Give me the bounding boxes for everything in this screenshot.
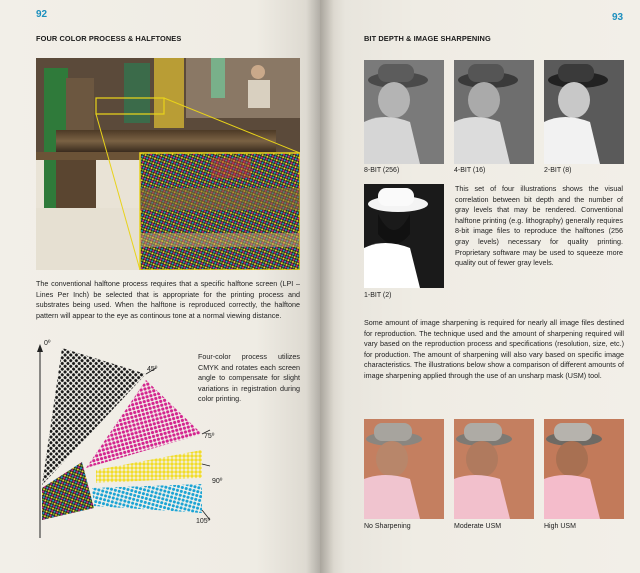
screen-angle-fan-diagram	[34, 338, 214, 538]
cmyk-side-text: Four-color process utilizes CMYK and rotates each screen angle to compensate for slight variations in registration during color printing.	[198, 352, 300, 404]
no-sharpening-photo	[364, 419, 444, 519]
halftone-paragraph: The conventional halftone process requires that a specific halftone screen (LPI – Lines Per Inch) be selected that is appropriate for the printing process and substrates being used. When the halftone is reproduced correctly, the halftone pattern will appear to the eye as continous tone at a normal viewing distance.	[36, 279, 300, 320]
angle-label-45: 45º	[147, 366, 158, 373]
bit-2-caption: 2-BIT (8)	[544, 167, 572, 174]
angle-label-75: 75º	[204, 433, 215, 440]
fan-axis-arrow	[37, 344, 43, 352]
left-page-heading: FOUR COLOR PROCESS & HALFTONES	[36, 34, 182, 43]
halftone-chair-photo	[36, 58, 300, 270]
left-page-number: 92	[36, 9, 48, 20]
bit-2-photo	[544, 60, 624, 164]
bit-4-photo	[454, 60, 534, 164]
moderate-usm-photo	[454, 419, 534, 519]
angle-label-0: 0º	[44, 340, 51, 347]
bit-1-caption: 1-BIT (2)	[364, 292, 392, 299]
bit-1-photo	[364, 184, 444, 288]
sharpening-paragraph: Some amount of image sharpening is required for nearly all image files destined for reproduction. The technique used and the amount of sharpening required will vary based on the reproduction process and specifications (resolution, size, etc.) for production. The amount of sharpening will also vary based on specific image characteristics. The illustrations below show a comparison of different amounts of image sharpening applied through the use of an unsharp mask (USM) tool.	[364, 318, 624, 380]
right-page	[320, 0, 640, 573]
bit-8-caption: 8-BIT (256)	[364, 167, 400, 174]
bit-4-caption: 4-BIT (16)	[454, 167, 486, 174]
angle-label-90: 90º	[212, 478, 223, 485]
high-usm-photo	[544, 419, 624, 519]
no-sharpening-caption: No Sharpening	[364, 523, 411, 530]
cyan-105-wedge	[92, 484, 202, 513]
halftone-chair-illustration	[36, 58, 300, 270]
high-usm-caption: High USM	[544, 523, 576, 530]
bit-8-photo	[364, 60, 444, 164]
bit-depth-paragraph: This set of four illustrations shows the visual correlation between bit depth and the number of gray levels that may be rendered. Conventional halftone printing (e.g. lithography) generally requires 8-bit image files to reproduce the halftones (256 gray levels) necessary for quality printing. Proprietary software may be used to squeeze more quality out of fewer gray levels.	[455, 184, 623, 268]
moderate-usm-caption: Moderate USM	[454, 523, 502, 530]
right-page-heading: BIT DEPTH & IMAGE SHARPENING	[364, 34, 491, 43]
angle-label-105: 105º	[196, 518, 211, 525]
book-spine-shadow	[306, 0, 334, 573]
right-page-number: 93	[612, 12, 624, 23]
